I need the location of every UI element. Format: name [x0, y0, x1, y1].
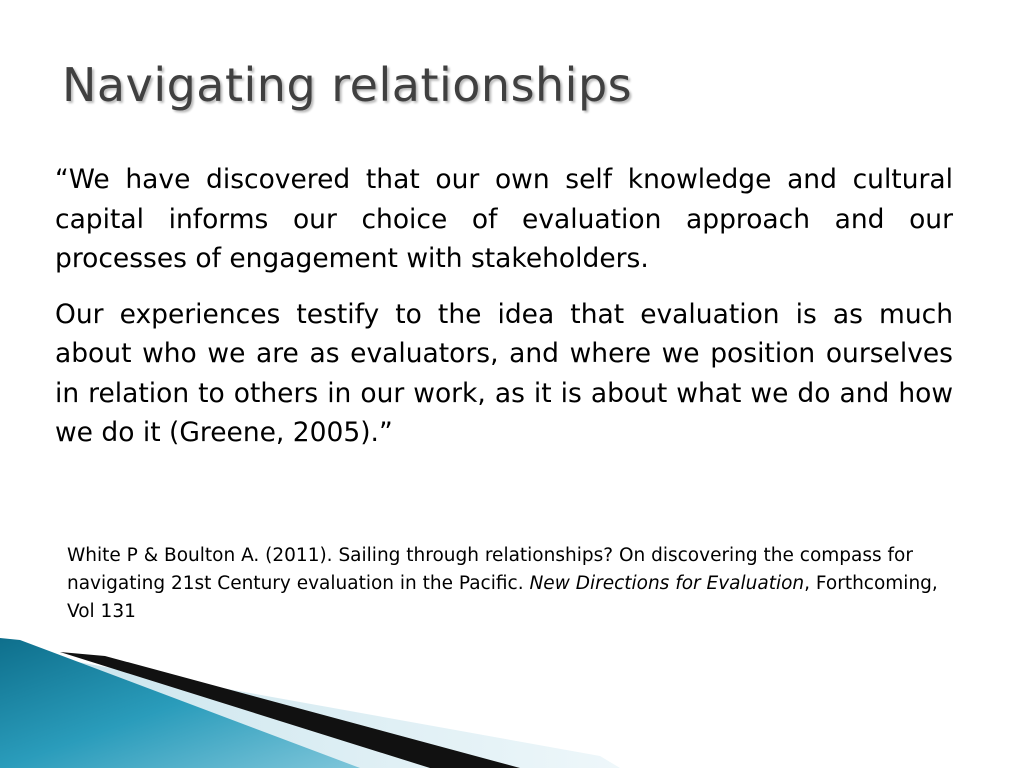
citation-text: White P & Boulton A. (2011). Sailing through relationships? On discovering the compass for navigating 21st Century evaluation in the Pacific. — [67, 545, 913, 594]
quote-paragraph-1: “We have discovered that our own self knowledge and cultural capital informs our choice of evaluation approach and our processes of engagement with stakeholders. — [55, 164, 953, 274]
slide-title: Navigating relationships — [62, 58, 633, 112]
citation-volume: Forthcoming, Vol 131 — [67, 573, 938, 622]
decorative-wave-band — [0, 638, 1024, 768]
blue-band-shape — [0, 638, 360, 768]
quote-block — [55, 160, 953, 453]
quote-paragraph-2: Our experiences testify to the idea that evaluation is as much about who we are as evaluators, and where we position ourselves in relation to others in our work, as it is about what we do and how we do it (Greene, 2005).” — [55, 298, 953, 448]
citation-separator: , — [804, 573, 816, 594]
citation-journal: New Directions for Evaluation — [529, 573, 805, 594]
citation — [67, 542, 947, 626]
